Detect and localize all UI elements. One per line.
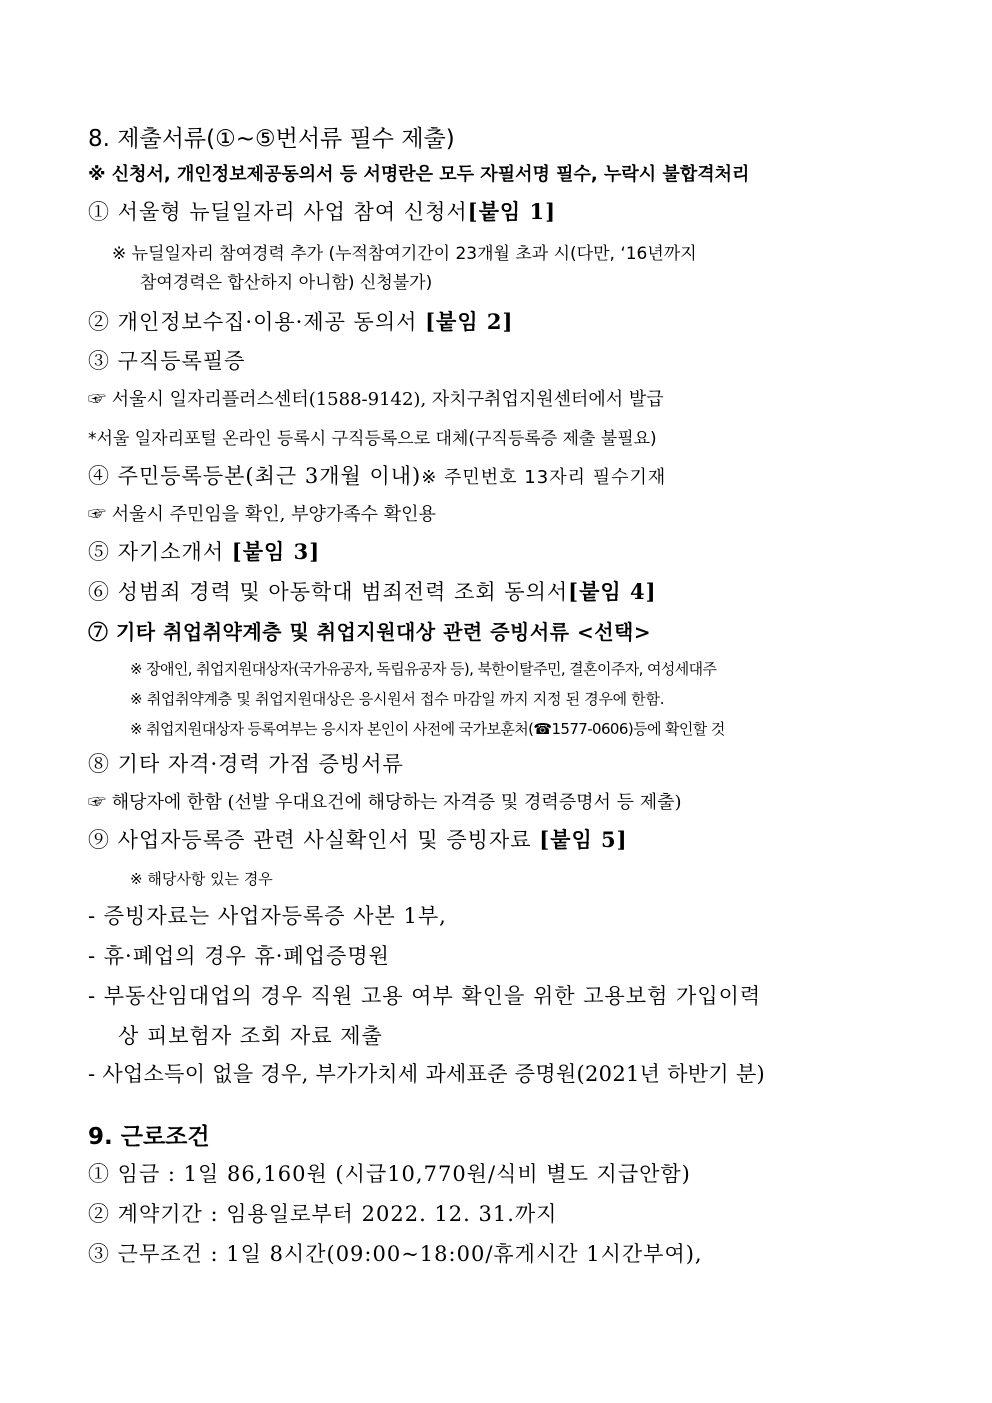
- item-3: ③ 구직등록필증: [88, 349, 246, 373]
- item-7-note: ※ 장애인, 취업지원대상자(국가유공자, 독립유공자 등), 북한이탈주민, 결혼이주자, 여성세대주: [130, 660, 717, 678]
- item-9: [88, 824, 628, 854]
- section-8-heading: 8. 제출서류(①~⑤번서류 필수 제출): [88, 126, 455, 152]
- item-4-note: ☞ 서울시 주민임을 확인, 부양가족수 확인용: [88, 504, 436, 525]
- item-7-note: ※ 취업지원대상자 등록여부는 응시자 본인이 사전에 국가보훈처(☎1577-0606)등에 확인할 것: [130, 720, 725, 738]
- signature-notice: ※ 신청서, 개인정보제공동의서 등 서명란은 모두 자필서명 필수, 누락시 불합격처리: [88, 164, 750, 185]
- item-9-note: ※ 해당사항 있는 경우: [130, 870, 273, 888]
- dash-item: - 증빙자료는 사업자등록증 사본 1부,: [88, 904, 447, 928]
- attachment-tag-5: [붙임 5]: [539, 827, 628, 852]
- item-7: ⑦ 기타 취업취약계층 및 취업지원대상 관련 증빙서류 <선택>: [88, 620, 652, 644]
- work-condition-item: ② 계약기간 : 임용일로부터 2022. 12. 31.까지: [88, 1202, 558, 1226]
- item-8: ⑧ 기타 자격·경력 가점 증빙서류: [88, 752, 404, 776]
- attachment-tag-1: [붙임 1]: [467, 199, 557, 224]
- item-8-note: ☞ 해당자에 한함 (선발 우대요건에 해당하는 자격증 및 경력증명서 등 제출): [88, 792, 682, 813]
- item-6-text: ⑥ 성범죄 경력 및 아동학대 범죄전력 조회 동의서: [88, 580, 569, 604]
- attachment-tag-3: [붙임 3]: [231, 539, 321, 564]
- attachment-tag-2: [붙임 2]: [425, 309, 514, 334]
- section-9-heading: 9. 근로조건: [88, 1124, 210, 1150]
- item-1: [88, 196, 556, 226]
- work-condition-item: ① 임금 : 1일 86,160원 (시급10,770원/식비 별도 지급안함): [88, 1162, 691, 1186]
- work-condition-item: ③ 근무조건 : 1일 8시간(09:00~18:00/휴게시간 1시간부여),: [88, 1242, 703, 1266]
- dash-item: - 부동산임대업의 경우 직원 고용 여부 확인을 위한 고용보험 가입이력: [88, 984, 762, 1008]
- item-1-note-line-2: 참여경력은 합산하지 아니함) 신청불가): [140, 273, 433, 293]
- item-7-note: ※ 취업취약계층 및 취업지원대상은 응시원서 접수 마감일 까지 지정 된 경우에 한함.: [130, 690, 665, 708]
- dash-item-continuation: 상 피보험자 조회 자료 제출: [118, 1024, 383, 1048]
- dash-item: - 사업소득이 없을 경우, 부가가치세 과세표준 증명원(2021년 하반기 분): [88, 1062, 766, 1086]
- item-1-note-line-1: ※ 뉴딜일자리 참여경력 추가 (누적참여기간이 23개월 초과 시(다만, ‘16년까지: [112, 244, 697, 264]
- item-5-text: ⑤ 자기소개서: [88, 540, 225, 564]
- item-2: [88, 306, 513, 336]
- item-3-note-1: ☞ 서울시 일자리플러스센터(1588-9142), 자치구취업지원센터에서 발급: [88, 389, 664, 410]
- item-2-text: ② 개인정보수집·이용·제공 동의서: [88, 310, 418, 334]
- item-3-note-2: *서울 일자리포털 온라인 등록시 구직등록으로 대체(구직등록증 제출 불필요): [88, 429, 657, 449]
- item-1-text: ① 서울형 뉴딜일자리 사업 참여 신청서: [88, 200, 468, 224]
- item-5: [88, 536, 320, 566]
- dash-item: - 휴·폐업의 경우 휴·폐업증명원: [88, 944, 390, 968]
- item-4-inline-note: ※ 주민번호 13자리 필수기재: [421, 467, 667, 488]
- item-4-text: ④ 주민등록등본(최근 3개월 이내): [88, 464, 422, 488]
- item-9-text: ⑨ 사업자등록증 관련 사실확인서 및 증빙자료: [88, 828, 532, 852]
- item-6: [88, 576, 657, 606]
- attachment-tag-4: [붙임 4]: [568, 579, 657, 604]
- item-4: [88, 460, 666, 490]
